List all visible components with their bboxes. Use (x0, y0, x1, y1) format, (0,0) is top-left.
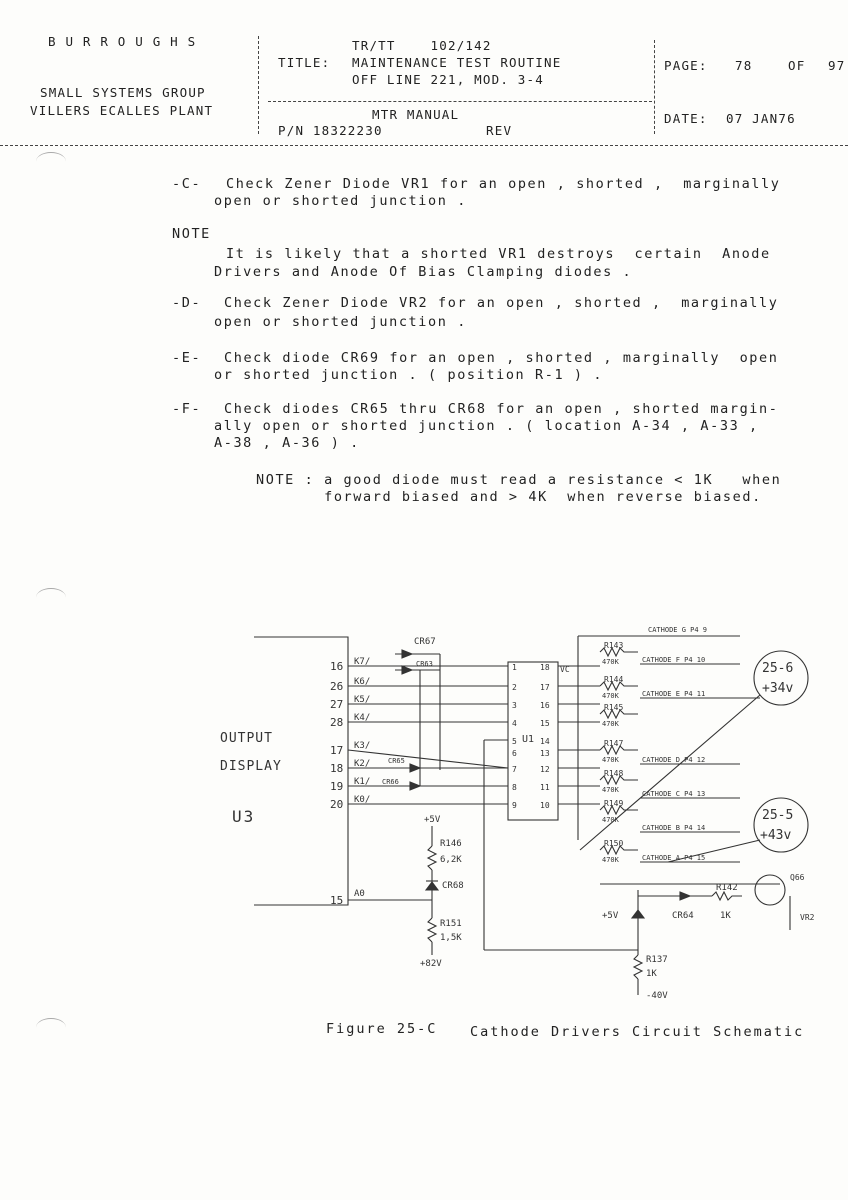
signal-k1: K1/ (354, 777, 371, 787)
pin-26: 26 (330, 680, 344, 693)
pin-19: 19 (330, 780, 344, 793)
date-label: DATE: (664, 111, 708, 126)
header-divider-right (654, 40, 655, 134)
cathode-e: CATHODE E P4 11 (642, 690, 706, 698)
cr63-label: CR63 (416, 660, 433, 668)
date-value: 07 JAN76 (726, 111, 796, 126)
r143-value: 470K (602, 658, 619, 666)
cr64-label: CR64 (672, 911, 694, 921)
item-d-line-2: open or shorted junction . (214, 314, 467, 330)
punch-hole-3 (36, 1018, 66, 1037)
item-d-tag: -D- (172, 295, 202, 311)
item-f-line-1: Check diodes CR65 thru CR68 for an open , shorted margin- (224, 401, 779, 417)
note-1-line-1: It is likely that a shorted VR1 destroys certain Anode (226, 246, 771, 262)
item-e-tag: -E- (172, 350, 202, 366)
ic-pin-7: 7 (512, 765, 517, 774)
r148-value: 470K (602, 786, 619, 794)
manual-name: MTR MANUAL (372, 107, 460, 122)
title-line-2: OFF LINE 221, MOD. 3-4 (352, 72, 544, 87)
ic-pin-14: 14 (540, 737, 550, 746)
r148-label: R148 (604, 769, 624, 778)
signal-k2: K2/ (354, 759, 371, 769)
note-1-tag: NOTE (172, 226, 211, 242)
item-e-line-1: Check diode CR69 for an open , shorted , marginally open (224, 350, 779, 366)
r137-label: R137 (646, 955, 668, 965)
company-name: B U R R O U G H S (48, 34, 197, 49)
note-2-line-1: NOTE : a good diode must read a resistance < 1K when (256, 472, 782, 488)
block-label-display: DISPLAY (220, 759, 282, 774)
item-f-line-2: ally open or shorted junction . ( location A-34 , A-33 , (214, 418, 759, 434)
plus-5v-upper: +5V (424, 815, 441, 825)
item-e-line-2: or shorted junction . ( position R-1 ) . (214, 367, 604, 383)
ic-pin-8: 8 (512, 783, 517, 792)
cathode-c: CATHODE C P4 13 (642, 790, 706, 798)
item-c-line-2: open or shorted junction . (214, 193, 467, 209)
r147-value: 470K (602, 756, 619, 764)
minus-40v: -40V (646, 991, 668, 1001)
r149-label: R149 (604, 799, 624, 808)
ic-pin-9: 9 (512, 801, 517, 810)
header-bottom-rule (0, 145, 848, 146)
r145-label: R145 (604, 703, 624, 712)
ic-pin-15: 15 (540, 719, 550, 728)
r144-label: R144 (604, 675, 624, 684)
r151-label: R151 (440, 919, 462, 929)
signal-k5: K5/ (354, 695, 371, 705)
page-total: 97 (828, 58, 846, 73)
r146-value: 6,2K (440, 855, 462, 865)
signal-k4: K4/ (354, 713, 371, 723)
r147-label: R147 (604, 739, 624, 748)
plus-5v-lower: +5V (602, 911, 619, 921)
r142-label: R142 (716, 883, 738, 893)
ic-pin-18: 18 (540, 663, 550, 672)
ic-pin-3: 3 (512, 701, 517, 710)
ic-pin-11: 11 (540, 783, 550, 792)
pin-27: 27 (330, 698, 344, 711)
item-f-line-3: A-38 , A-36 ) . (214, 435, 360, 451)
doc-id: TR/TT 102/142 (352, 38, 492, 53)
cathode-f: CATHODE F P4 10 (642, 656, 706, 664)
callout-2-id: 25-5 (762, 808, 794, 823)
part-number: P/N 18322230 (278, 123, 383, 138)
pin-20: 20 (330, 798, 344, 811)
pin-18: 18 (330, 762, 344, 775)
pin-17: 17 (330, 744, 344, 757)
header-inner-divider (268, 101, 652, 102)
header-divider-left (258, 36, 259, 134)
cathode-b: CATHODE B P4 14 (642, 824, 706, 832)
r143-label: R143 (604, 641, 624, 650)
callout-1-voltage: +34v (762, 681, 794, 696)
group-name: SMALL SYSTEMS GROUP (40, 85, 206, 100)
r149-value: 470K (602, 816, 619, 824)
signal-k6: K6/ (354, 677, 371, 687)
r144-value: 470K (602, 692, 619, 700)
r150-value: 470K (602, 856, 619, 864)
item-c-tag: -C- (172, 176, 202, 192)
r137-value: 1K (646, 969, 657, 979)
ic-pin-17: 17 (540, 683, 550, 692)
cathode-drivers-schematic (0, 600, 848, 1010)
ic-pin-16: 16 (540, 701, 550, 710)
pin-15: 15 (330, 894, 344, 907)
signal-k7: K7/ (354, 657, 371, 667)
ic-pin-10: 10 (540, 801, 550, 810)
cr67-label: CR67 (414, 637, 436, 647)
ic-u1-label: U1 (522, 734, 535, 745)
pin-16: 16 (330, 660, 344, 673)
cr68-label: CR68 (442, 881, 464, 891)
r145-value: 470K (602, 720, 619, 728)
block-label-output: OUTPUT (220, 731, 273, 746)
cr65-label: CR65 (388, 757, 405, 765)
q66-label: Q66 (790, 873, 805, 882)
ic-pin-5: 5 (512, 737, 517, 746)
item-d-line-1: Check Zener Diode VR2 for an open , shorted , marginally (224, 295, 779, 311)
page-number: 78 (735, 58, 753, 73)
ic-pin-12: 12 (540, 765, 550, 774)
punch-hole-1 (36, 152, 66, 171)
page-of: OF (788, 58, 806, 73)
r142-value: 1K (720, 911, 731, 921)
revision: REV (486, 123, 513, 138)
note-1-line-2: Drivers and Anode Of Bias Clamping diodes . (214, 264, 633, 280)
signal-a0: A0 (354, 889, 365, 899)
item-f-tag: -F- (172, 401, 202, 417)
note-2-line-2: forward biased and > 4K when reverse biased. (256, 489, 762, 505)
title-label: TITLE: (278, 55, 331, 70)
signal-k3: K3/ (354, 741, 371, 751)
plus-82v: +82V (420, 959, 442, 969)
ic-vcc: VC (560, 665, 570, 674)
cathode-g: CATHODE G P4 9 (648, 626, 708, 634)
callout-1-id: 25-6 (762, 661, 794, 676)
r146-label: R146 (440, 839, 462, 849)
figure-title: Cathode Drivers Circuit Schematic (470, 1024, 805, 1040)
cr66-label: CR66 (382, 778, 399, 786)
ic-pin-2: 2 (512, 683, 517, 692)
signal-k0: K0/ (354, 795, 371, 805)
block-id: U3 (232, 807, 256, 826)
pin-28: 28 (330, 716, 344, 729)
callout-2-voltage: +43v (760, 828, 792, 843)
title-line-1: MAINTENANCE TEST ROUTINE (352, 55, 562, 70)
vr2-label: VR2 (800, 913, 815, 922)
ic-pin-6: 6 (512, 749, 517, 758)
ic-pin-4: 4 (512, 719, 517, 728)
ic-pin-13: 13 (540, 749, 550, 758)
plant-name: VILLERS ECALLES PLANT (30, 103, 214, 118)
page-label: PAGE: (664, 58, 708, 73)
item-c-line-1: Check Zener Diode VR1 for an open , shorted , marginally (226, 176, 781, 192)
ic-pin-1: 1 (512, 663, 517, 672)
cathode-d: CATHODE D P4 12 (642, 756, 706, 764)
r151-value: 1,5K (440, 933, 462, 943)
cathode-a: CATHODE A P4 15 (642, 854, 706, 862)
r150-label: R150 (604, 839, 624, 848)
figure-number: Figure 25-C (326, 1021, 438, 1037)
